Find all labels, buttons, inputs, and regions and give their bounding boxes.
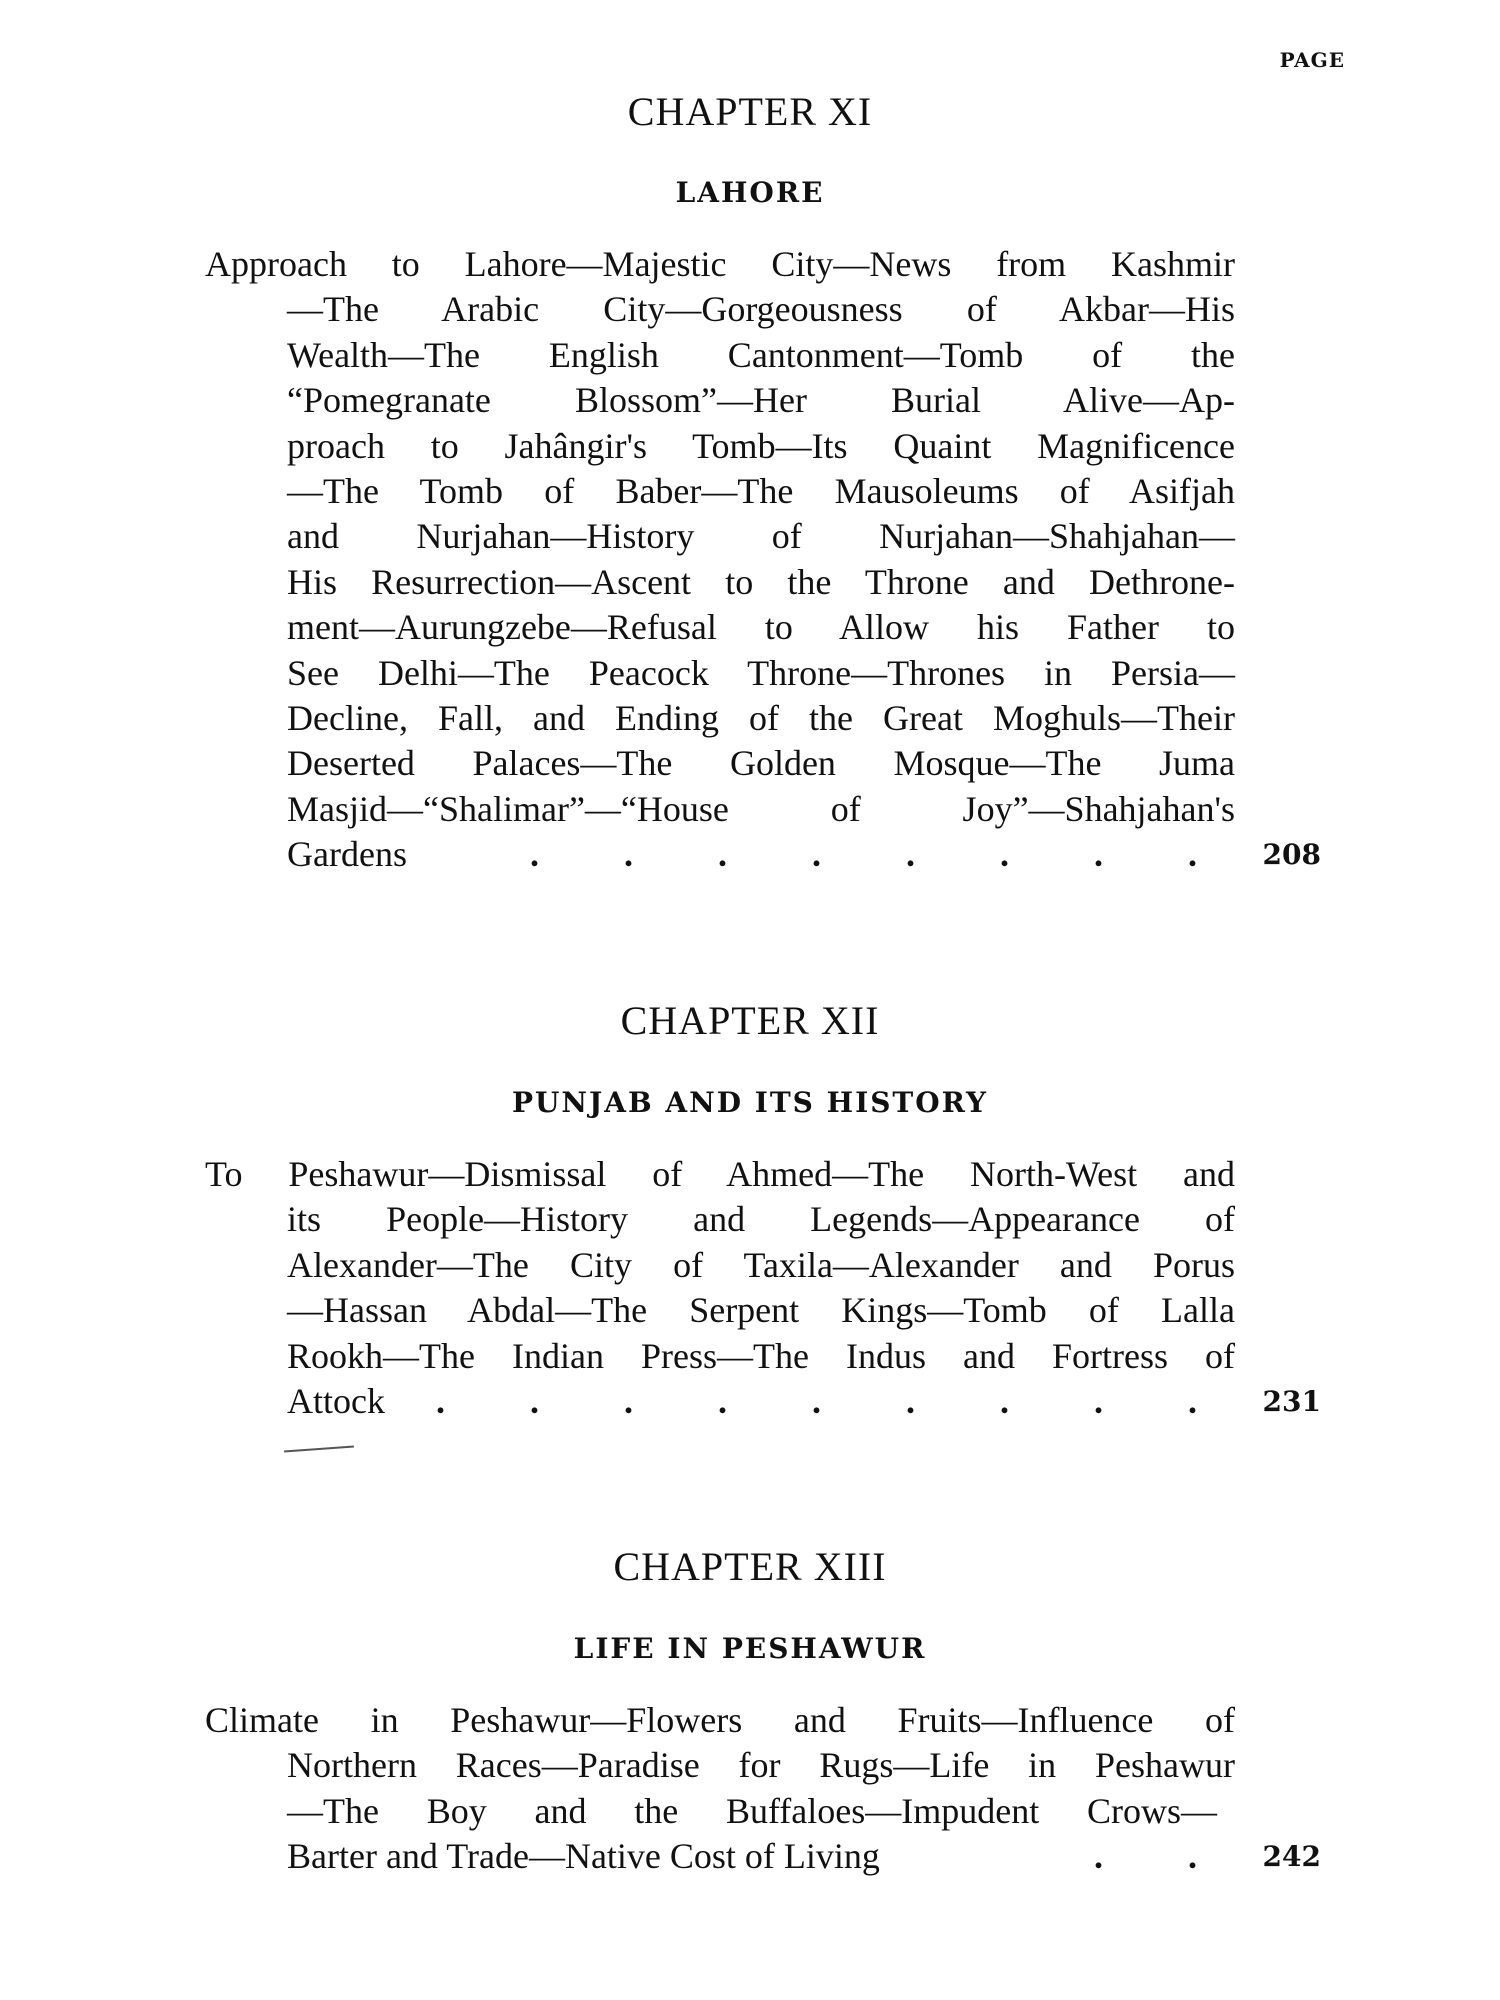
chapter-xi-heading: CHAPTER XI xyxy=(627,89,873,134)
page-number: 242 xyxy=(1262,1840,1321,1874)
leader-dots: . . xyxy=(1094,1836,1235,1877)
summary-line: ment—Aurungzebe—Refusal to Allow his Father to xyxy=(287,607,1235,648)
summary-line: “Pomegranate Blossom”—Her Burial Alive—Ap- xyxy=(287,380,1235,421)
summary-last-text: Gardens xyxy=(287,834,407,875)
summary-line: —The Tomb of Baber—The Mausoleums of Asifjah xyxy=(287,470,1235,511)
summary-last-line xyxy=(287,1834,1321,1879)
summary-line: and Nurjahan—History of Nurjahan—Shahjahan— xyxy=(287,516,1235,557)
chapter-xii-title: PUNJAB AND ITS HISTORY xyxy=(511,1086,989,1119)
summary-line: Climate in Peshawur—Flowers and Fruits—Influence of xyxy=(205,1700,1235,1740)
summary-line: His Resurrection—Ascent to the Throne and Dethrone- xyxy=(287,561,1235,602)
summary-line: Approach to Lahore—Majestic City—News from Kashmir xyxy=(205,244,1235,284)
leader-dots: . . . . . . . . xyxy=(530,834,1235,875)
summary-line: —The Boy and the Buffaloes—Impudent Crows— xyxy=(287,1790,1217,1831)
scan-artifact-mark xyxy=(284,1446,354,1453)
summary-line: proach to Jahângir's Tomb—Its Quaint Magnificence xyxy=(287,425,1235,466)
chapter-xiii-summary xyxy=(205,1698,1321,1880)
summary-last-text: Barter and Trade—Native Cost of Living xyxy=(287,1836,880,1877)
summary-line: —The Arabic City—Gorgeousness of Akbar—His xyxy=(287,289,1235,330)
summary-line: Decline, Fall, and Ending of the Great Moghuls—Their xyxy=(287,697,1235,738)
summary-line: Alexander—The City of Taxila—Alexander and Porus xyxy=(287,1244,1235,1285)
summary-line: its People—History and Legends—Appearance of xyxy=(287,1199,1235,1240)
summary-line: Deserted Palaces—The Golden Mosque—The Juma xyxy=(287,743,1235,784)
summary-last-line xyxy=(287,832,1321,877)
summary-line: Masjid—“Shalimar”—“House of Joy”—Shahjahan's xyxy=(287,788,1235,829)
summary-last-line xyxy=(287,1379,1321,1424)
chapter-xi-summary xyxy=(205,242,1321,877)
leader-dots: . . . . . . . . . xyxy=(436,1380,1235,1421)
summary-line: —Hassan Abdal—The Serpent Kings—Tomb of Lalla xyxy=(287,1290,1235,1331)
summary-line: See Delhi—The Peacock Throne—Thrones in Persia— xyxy=(287,652,1235,693)
chapter-xii-summary xyxy=(205,1152,1321,1424)
chapter-xi-title: LAHORE xyxy=(675,176,825,209)
chapter-xii-heading: CHAPTER XII xyxy=(620,998,880,1043)
page-number: 208 xyxy=(1262,838,1321,872)
summary-last-text: Attock xyxy=(287,1380,385,1421)
summary-line: To Peshawur—Dismissal of Ahmed—The North-West and xyxy=(205,1154,1235,1194)
chapter-xiii-title: LIFE IN PESHAWUR xyxy=(573,1632,927,1665)
page-column-label: PAGE xyxy=(1279,48,1345,72)
page-number: 231 xyxy=(1262,1384,1321,1418)
summary-line: Northern Races—Paradise for Rugs—Life in Peshawur xyxy=(287,1745,1235,1786)
summary-line: Wealth—The English Cantonment—Tomb of the xyxy=(287,334,1235,375)
chapter-xiii-heading: CHAPTER XIII xyxy=(613,1544,887,1589)
summary-line: Rookh—The Indian Press—The Indus and Fortress of xyxy=(287,1335,1235,1376)
